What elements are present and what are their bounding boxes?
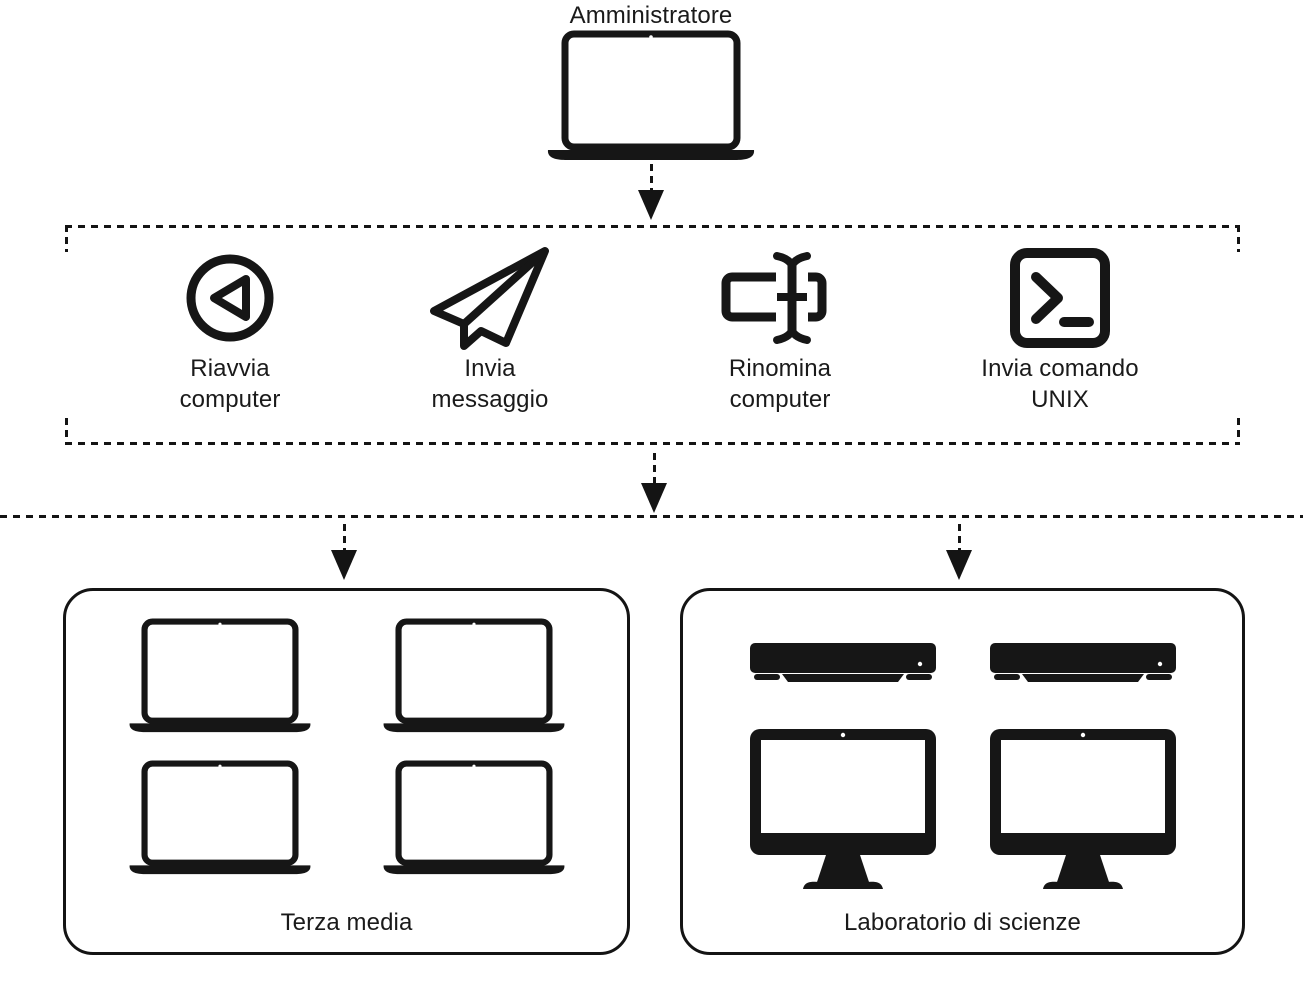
arrow-to-terza-head <box>331 550 357 580</box>
admin-laptop-icon <box>545 30 757 162</box>
action-rename <box>665 225 895 445</box>
laptop-icon <box>381 618 567 734</box>
action-label: Riavvia computer <box>179 355 281 413</box>
admin-label: Amministratore <box>569 2 733 29</box>
actions-box-corner <box>1237 225 1240 252</box>
paper-plane-icon <box>429 246 551 350</box>
group-label: Laboratorio di scienze <box>843 909 1081 936</box>
laptop-icon <box>127 760 313 876</box>
arrow-to-lab-head <box>946 550 972 580</box>
action-label: Invia comando UNIX <box>981 355 1139 413</box>
action-unix-command <box>945 225 1175 445</box>
group-terza-media <box>63 588 630 955</box>
arrow-to-terza-stem <box>343 524 346 550</box>
action-label: Rinomina computer <box>728 355 832 413</box>
arrow-actions-to-line-stem <box>653 453 656 483</box>
arrow-to-lab-stem <box>958 524 961 550</box>
rename-icon <box>721 250 839 346</box>
distribution-line <box>0 515 1303 518</box>
actions-box <box>65 225 1240 445</box>
terminal-icon <box>1009 247 1111 349</box>
actions-box-corner <box>65 418 68 445</box>
arrow-admin-to-actions-stem <box>650 164 653 190</box>
restart-icon <box>185 253 275 343</box>
desktop-icon <box>988 727 1178 889</box>
laptop-icon <box>127 618 313 734</box>
laptop-icon <box>381 760 567 876</box>
actions-box-corner <box>1237 418 1240 445</box>
device-grid <box>683 591 1242 889</box>
actions-box-corner <box>65 225 68 252</box>
action-send-message <box>375 225 605 445</box>
closed-laptop-icon <box>748 641 938 687</box>
action-restart <box>115 225 345 445</box>
group-laboratorio <box>680 588 1245 955</box>
device-grid <box>66 591 627 876</box>
closed-laptop-icon <box>988 641 1178 687</box>
arrow-actions-to-line-head <box>641 483 667 513</box>
action-label: Invia messaggio <box>431 355 549 413</box>
desktop-icon <box>748 727 938 889</box>
group-label: Terza media <box>280 909 413 936</box>
arrow-admin-to-actions-head <box>638 190 664 220</box>
